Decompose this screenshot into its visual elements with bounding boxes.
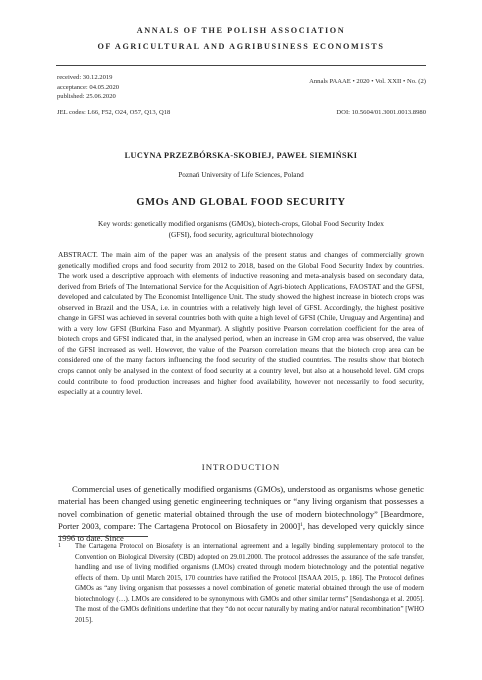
section-heading: INTRODUCTION	[201, 462, 281, 472]
footnote-mark: 1	[58, 543, 61, 549]
published-date: published: 25.06.2020	[57, 93, 116, 101]
authors: LUCYNA PRZEZBÓRSKA-SKOBIEJ, PAWEŁ SIEMIŃSKI	[124, 151, 358, 160]
received-date: received: 30.12.2019	[57, 74, 113, 81]
affiliation: Poznań University of Life Sciences, Poland	[178, 171, 304, 179]
footnote-reference: 1	[300, 521, 303, 528]
body-text-part2: , has developed very quickly since 1996 to date. Since	[58, 520, 424, 544]
keywords	[58, 219, 424, 240]
journal-title-line2: OF AGRICULTURAL AND AGRIBUSINESS ECONOMISTS	[97, 42, 385, 51]
abstract: ABSTRACT. The main aim of the paper was an analysis of the present status and changes of commercially grown genetically modified crops and food security from 2012 to 2018, based on the Global Food Security Index by countries. The work used a descriptive approach with elements of inductive reasoning and meta-analysis based on secondary data, derived from Briefs of The International Service for the Acquisition of Agri-biotech Applications, FAOSTAT and the GFSI, developed and calculated by The Economist Intelligence Unit. The study showed the highest increase in biotech crops was observed in Brazil and the USA, i.e. in countries with a relatively high level of GFSI. Accordingly, the highest positive change in GFSI was achieved in several countries both with quite a high level of GFSI (Chile, Uruguay and Argentina) and with a very low GFSI (Burkina Faso and Myanmar). A slightly positive Pearson correlation coefficient for the area of biotech crops and GFSI indicated that, in the analysed period, when an increase in GM crop area was observed, the value of the GFSI increased as well. However, the value of the Pearson correlation means that the biotech crop area can be considered one of the many factors influencing the food security of the studied countries. The results show that biotech crops cannot only be analysed in the context of food security at a country level, but also at a household level. GM crops could contribute to food production increases and higher food availability, however not necessarily to food security, especially at a country level.	[58, 250, 424, 397]
acceptance-date: acceptance: 04.05.2020	[57, 83, 120, 91]
doi: DOI: 10.5604/01.3001.0013.8980	[336, 109, 426, 116]
journal-title-line1: ANNALS OF THE POLISH ASSOCIATION	[136, 26, 346, 35]
footnote: The Cartagena Protocol on Biosafety is an international agreement and a legally binding supplementary protocol to the Convention on Biological Diversity (CBD) adopted on 29.01.2000. The protocol addresses the assurance of the safe transfer, handling and use of living modified organisms (LMOs) created through modern biotechnology and the potential negative effects of them. Up until March 2015, 170 countries have ratified the Protocol [ISAAA 2015, p. 186]. The Protocol defines GMOs as “any living organism that possesses a novel combination of genetic material obtained through the use of modern biotechnology (…). LMOs are considered to be synonymous with GMOs and other similar terms” [Sendashonga et al. 2005]. The most of the GMOs definitions underline that they “do not occur naturally by mating and/or natural recombination” [WHO 2015].	[75, 543, 424, 624]
footnote-divider	[58, 536, 148, 537]
article-title: GMOs AND GLOBAL FOOD SECURITY	[136, 197, 346, 208]
header-divider	[56, 65, 426, 66]
article-dates	[57, 73, 119, 102]
journal-citation: Annals PAAAE • 2020 • Vol. XXII • No. (2)	[309, 78, 426, 85]
jel-codes: JEL codes: L66, F52, O24, O57, Q13, Q18	[57, 109, 171, 116]
body-text-part1: Commercial uses of genetically modified organisms (GMOs), understood as organisms whose genetic material has been changed using genetic engineering techniques or “any living organism that possesses a novel combination of genetic material obtained through the use of modern biotechnology” [Beardmore, Porter 2003, compare: The Cartagena Protocol on Biosafety in 2000]	[58, 484, 424, 531]
keywords-line2: (GFSI), food security, agricultural biotechnology	[168, 229, 314, 239]
keywords-line1: Key words: genetically modified organisms (GMOs), biotech-crops, Global Food Security Index	[98, 219, 384, 228]
